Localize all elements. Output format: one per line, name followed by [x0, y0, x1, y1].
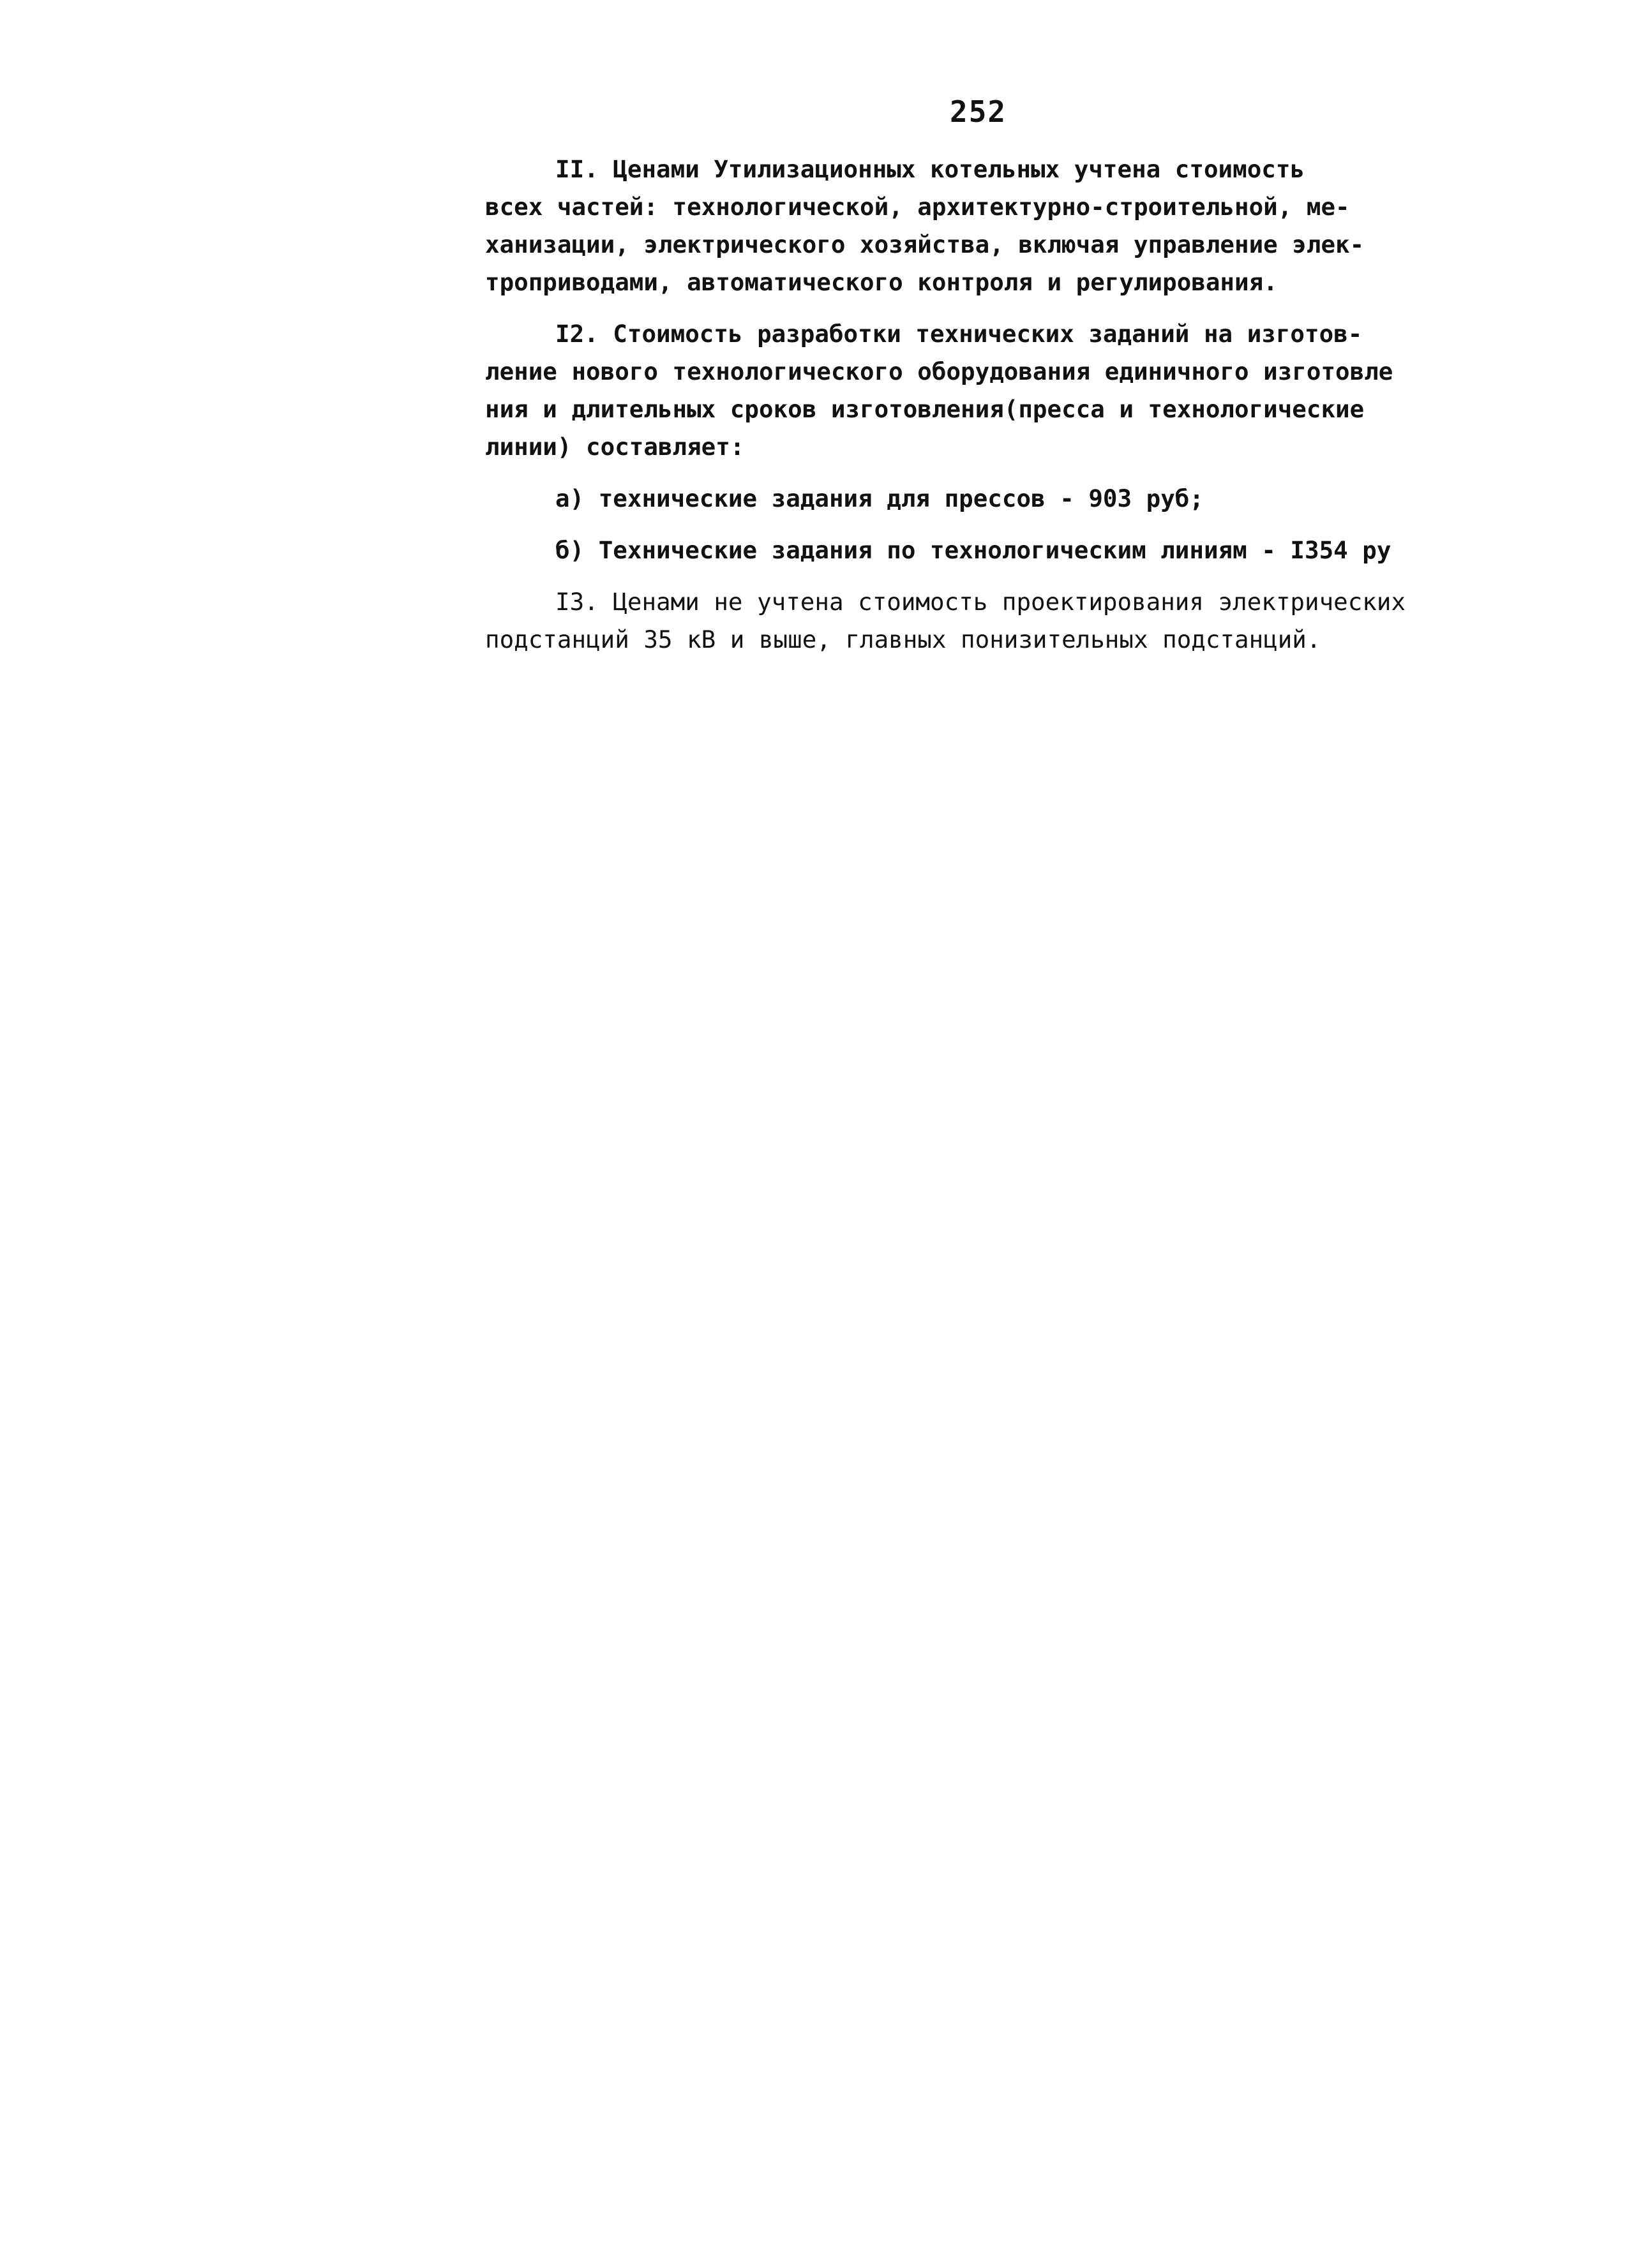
text-line: ление нового технологического оборудования единичного изготовле	[485, 357, 1393, 385]
paragraph-12	[485, 315, 1481, 466]
text-line: ханизации, электрического хозяйства, включая управление элек-	[485, 230, 1365, 258]
text-line: б) Технические задания по технологическим линиям - I354 ру	[555, 536, 1391, 564]
text-line: ния и длительных сроков изготовления(пресса и технологические	[485, 395, 1365, 423]
list-item-a	[485, 480, 1481, 518]
text-line: II. Ценами Утилизационных котельных учтена стоимость	[555, 155, 1305, 183]
text-line: а) технические задания для прессов - 903 руб;	[555, 484, 1204, 512]
text-line: подстанций 35 кВ и выше, главных понизительных подстанций.	[485, 625, 1321, 653]
text-line: всех частей: технологической, архитектурно-строительной, ме-	[485, 193, 1350, 221]
list-item-b	[485, 532, 1481, 569]
paragraph-13	[485, 583, 1481, 659]
paragraph-11	[485, 151, 1481, 301]
text-line: I2. Стоимость разработки технических заданий на изготов-	[555, 320, 1363, 348]
text-line: троприводами, автоматического контроля и регулирования.	[485, 268, 1278, 296]
document-body	[485, 151, 1481, 659]
text-line: I3. Ценами не учтена стоимость проектирования электрических	[555, 588, 1406, 616]
page-number: 252	[950, 94, 1007, 129]
text-line: линии) составляет:	[485, 433, 745, 461]
